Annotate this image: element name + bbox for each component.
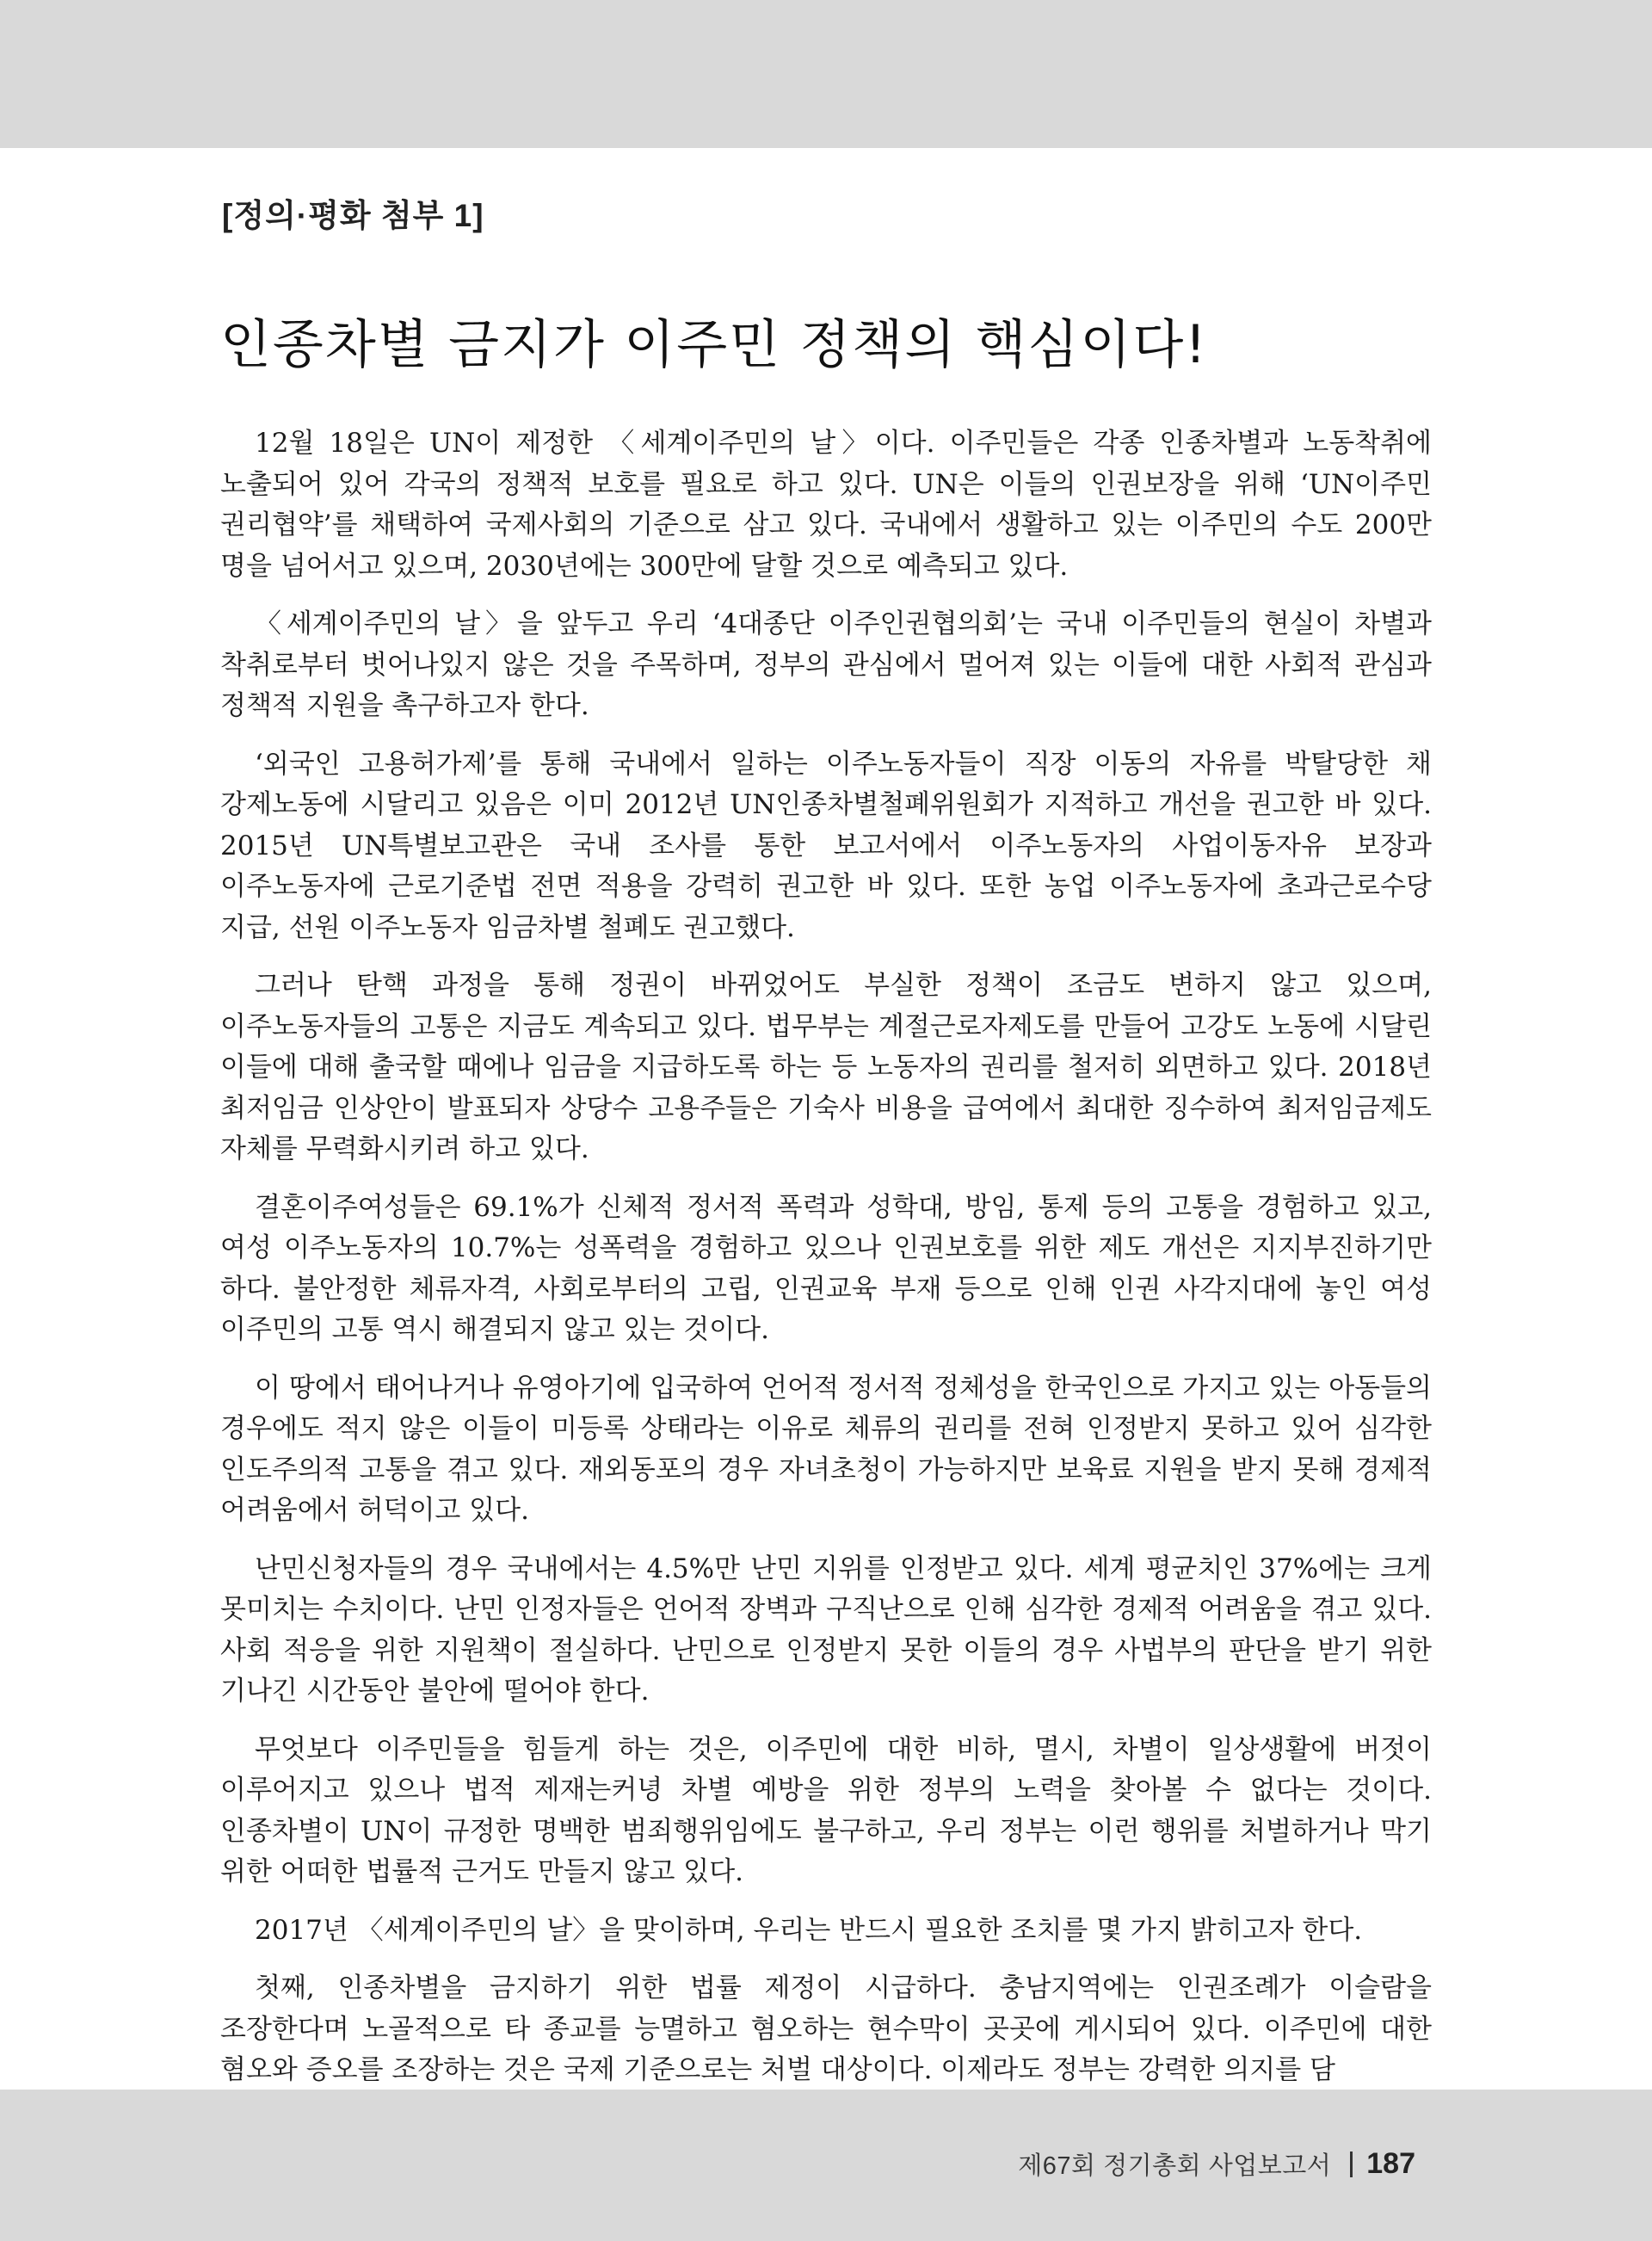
report-name: 제67회 정기총회 사업보고서 <box>1018 2152 1332 2180</box>
paragraph: 12월 18일은 UN이 제정한 〈세계이주민의 날〉이다. 이주민들은 각종 인종차별과 노동착취에 노출되어 있어 각국의 정책적 보호를 필요로 하고 있다. UN은 이들의 인권보장을 위해 ‘UN이주민 권리협약’를 채택하여 국제사회의 기준으로 삼고 있다. 국내에서 생활하고 있는 이주민의 수도 200만 명을 넘어서고 있으며, 2030년에는 300만에 달할 것으로 예측되고 있다. <box>220 428 1432 582</box>
page-number: 187 <box>1366 2147 1415 2180</box>
article-body <box>220 423 1432 2108</box>
footer-divider <box>1350 2151 1353 2177</box>
paragraph: 결혼이주여성들은 69.1%가 신체적 정서적 폭력과 성학대, 방임, 통제 등의 고통을 경험하고 있고, 여성 이주노동자의 10.7%는 성폭력을 경험하고 있으나 인권보호를 위한 제도 개선은 지지부진하기만 하다. 불안정한 체류자격, 사회로부터의 고립, 인권교육 부재 등으로 인해 인권 사각지대에 놓인 여성 이주민의 고통 역시 해결되지 않고 있는 것이다. <box>220 1191 1432 1345</box>
header-band <box>0 0 1652 148</box>
paragraph: 그러나 탄핵 과정을 통해 정권이 바뀌었어도 부실한 정책이 조금도 변하지 않고 있으며, 이주노동자들의 고통은 지금도 계속되고 있다. 법무부는 계절근로자제도를 만들어 고강도 노동에 시달린 이들에 대해 출국할 때에나 임금을 지급하도록 하는 등 노동자의 권리를 철저히 외면하고 있다. 2018년 최저임금 인상안이 발표되자 상당수 고용주들은 기숙사 비용을 급여에서 최대한 징수하여 최저임금제도 자체를 무력화시키려 하고 있다. <box>220 970 1432 1164</box>
page-footer <box>1018 2146 1415 2182</box>
paragraph: 2017년 〈세계이주민의 날〉을 맞이하며, 우리는 반드시 필요한 조치를 몇 가지 밝히고자 한다. <box>255 1914 1363 1946</box>
paragraph: ‘외국인 고용허가제’를 통해 국내에서 일하는 이주노동자들이 직장 이동의 자유를 박탈당한 채 강제노동에 시달리고 있음은 이미 2012년 UN인종차별철폐위원회가 지적하고 개선을 권고한 바 있다. 2015년 UN특별보고관은 국내 조사를 통한 보고서에서 이주노동자의 사업이동자유 보장과 이주노동자에 근로기준법 전면 적용을 강력히 권고한 바 있다. 또한 농업 이주노동자에 초과근로수당 지급, 선원 이주노동자 임금차별 철폐도 권고했다. <box>220 748 1432 943</box>
page-title: 인종차별 금지가 이주민 정책의 핵심이다! <box>220 314 1208 375</box>
paragraph: 〈세계이주민의 날〉을 앞두고 우리 ‘4대종단 이주인권협의회’는 국내 이주민들의 현실이 차별과 착취로부터 벗어나있지 않은 것을 주목하며, 정부의 관심에서 멀어져 있는 이들에 대한 사회적 관심과 정책적 지원을 촉구하고자 한다. <box>220 608 1432 721</box>
paragraph: 첫째, 인종차별을 금지하기 위한 법률 제정이 시급하다. 충남지역에는 인권조례가 이슬람을 조장한다며 노골적으로 타 종교를 능멸하고 혐오하는 현수막이 곳곳에 게시되어 있다. 이주민에 대한 혐오와 증오를 조장하는 것은 국제 기준으로는 처벌 대상이다. 이제라도 정부는 강력한 의지를 담 <box>220 1972 1432 2085</box>
paragraph: 난민신청자들의 경우 국내에서는 4.5%만 난민 지위를 인정받고 있다. 세계 평균치인 37%에는 크게 못미치는 수치이다. 난민 인정자들은 언어적 장벽과 구직난으로 인해 심각한 경제적 어려움을 겪고 있다. 사회 적응을 위한 지원책이 절실하다. 난민으로 인정받지 못한 이들의 경우 사법부의 판단을 받기 위한 기나긴 시간동안 불안에 떨어야 한다. <box>220 1553 1432 1707</box>
section-label: [정의·평화 첨부 1] <box>222 198 484 233</box>
paragraph: 무엇보다 이주민들을 힘들게 하는 것은, 이주민에 대한 비하, 멸시, 차별이 일상생활에 버젓이 이루어지고 있으나 법적 제재는커녕 차별 예방을 위한 정부의 노력을 찾아볼 수 없다는 것이다. 인종차별이 UN이 규정한 명백한 범죄행위임에도 불구하고, 우리 정부는 이런 행위를 처벌하거나 막기 위한 어떠한 법률적 근거도 만들지 않고 있다. <box>220 1733 1432 1887</box>
paragraph: 이 땅에서 태어나거나 유영아기에 입국하여 언어적 정서적 정체성을 한국인으로 가지고 있는 아동들의 경우에도 적지 않은 이들이 미등록 상태라는 이유로 체류의 권리를 전혀 인정받지 못하고 있어 심각한 인도주의적 고통을 겪고 있다. 재외동포의 경우 자녀초청이 가능하지만 보육료 지원을 받지 못해 경제적 어려움에서 허덕이고 있다. <box>220 1372 1432 1526</box>
